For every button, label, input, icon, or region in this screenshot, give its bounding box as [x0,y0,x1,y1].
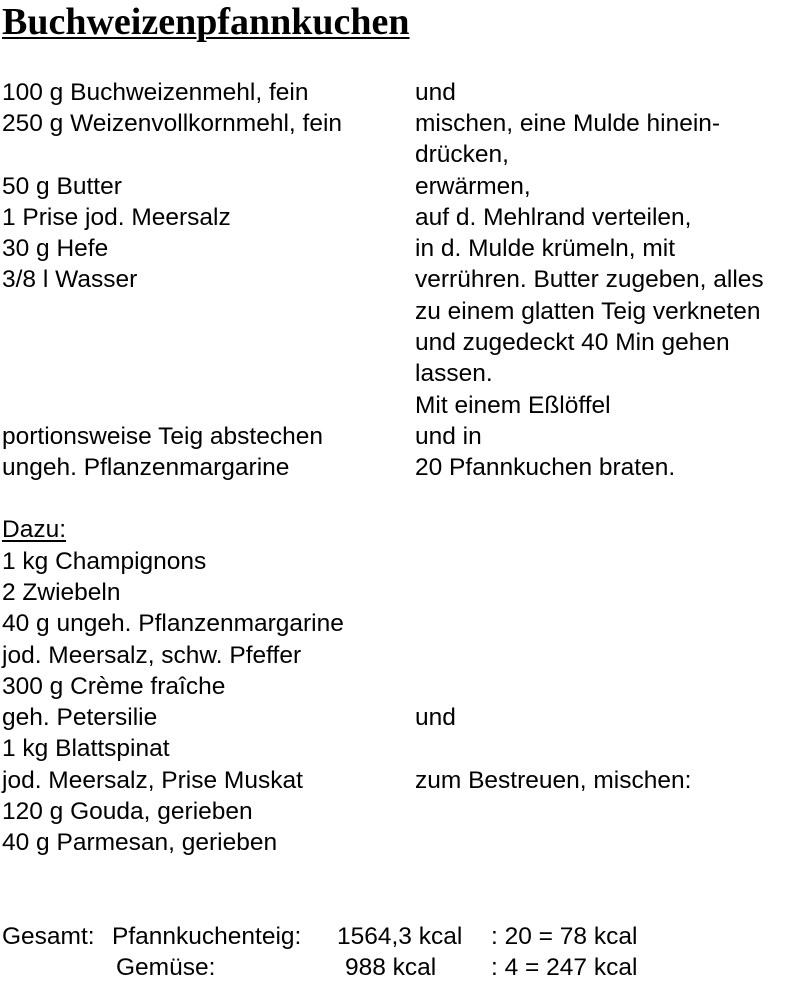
ingredient-line: 3/8 l Wasser [2,266,138,293]
totals-name: Pfannkuchenteig: [112,923,302,950]
instruction-line: lassen. [415,360,493,387]
ingredient-line: 40 g Parmesan, gerieben [2,829,278,856]
totals-label: Gesamt: [2,923,95,950]
totals-portion: : 4 = 247 kcal [491,954,638,981]
ingredient-line: 2 Zwiebeln [2,579,121,606]
totals-kcal: 988 kcal [345,954,437,981]
section-heading: Dazu: [2,516,67,543]
ingredient-line: portionsweise Teig abstechen [2,423,323,450]
instruction-line: drücken, [415,141,509,168]
instruction-line: in d. Mulde krümeln, mit [415,235,676,262]
ingredient-line: 1 Prise jod. Meersalz [2,204,231,231]
ingredient-line: jod. Meersalz, schw. Pfeffer [2,642,302,669]
ingredient-line: ungeh. Pflanzenmargarine [2,454,290,481]
totals-name: Gemüse: [116,954,216,981]
instruction-line: und [415,704,456,731]
ingredient-line: 100 g Buchweizenmehl, fein [2,79,309,106]
instruction-line: erwärmen, [415,173,531,200]
ingredient-line: 1 kg Champignons [2,548,207,575]
instruction-line: mischen, eine Mulde hinein- [415,110,721,137]
ingredient-line: 120 g Gouda, gerieben [2,798,253,825]
recipe-title: Buchweizenpfannkuchen [2,1,410,43]
ingredient-line: jod. Meersalz, Prise Muskat [2,767,303,794]
ingredient-line: 1 kg Blattspinat [2,735,170,762]
ingredient-line: 40 g ungeh. Pflanzenmargarine [2,610,344,637]
ingredient-line: geh. Petersilie [2,704,158,731]
instruction-line: zum Bestreuen, mischen: [415,767,692,794]
instruction-line: verrühren. Butter zugeben, alles [415,266,764,293]
instruction-line: Mit einem Eßlöffel [415,392,611,419]
instruction-line: und in [415,423,482,450]
instruction-line: zu einem glatten Teig verkneten [415,298,761,325]
instruction-line: auf d. Mehlrand verteilen, [415,204,692,231]
totals-portion: : 20 = 78 kcal [491,923,638,950]
ingredient-line: 50 g Butter [2,173,122,200]
instruction-line: und [415,79,456,106]
ingredient-line: 300 g Crème fraîche [2,673,226,700]
totals-kcal: 1564,3 kcal [337,923,463,950]
ingredient-line: 30 g Hefe [2,235,109,262]
ingredient-line: 250 g Weizenvollkornmehl, fein [2,110,343,137]
instruction-line: und zugedeckt 40 Min gehen [415,329,730,356]
instruction-line: 20 Pfannkuchen braten. [415,454,676,481]
